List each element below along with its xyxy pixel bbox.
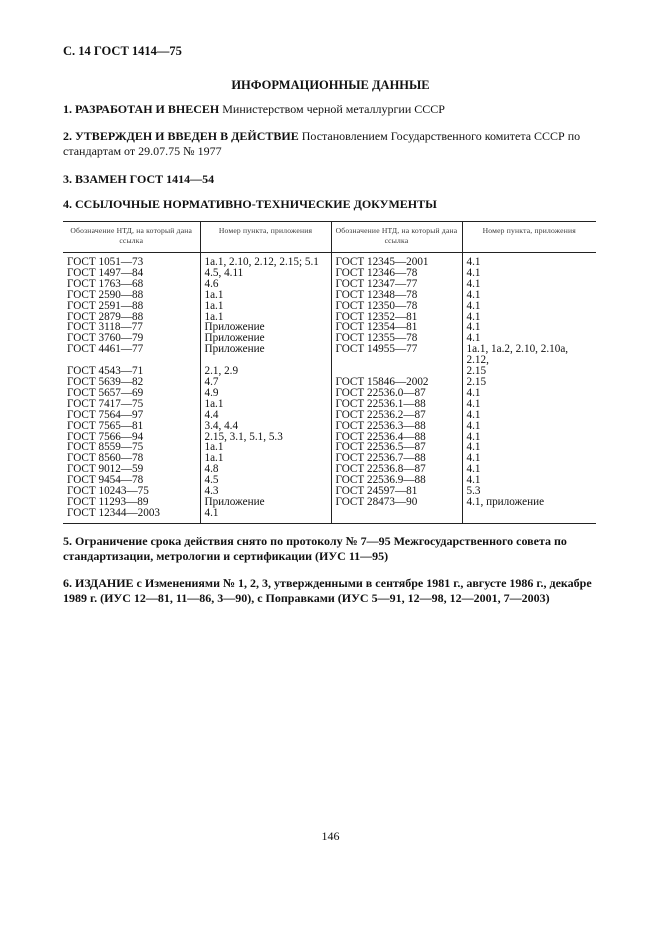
clause-number-cell: 1а.1, 1а.2, 2.10, 2.10а, 2.12, xyxy=(462,344,596,366)
item-5 xyxy=(63,534,608,564)
ntd-designation-cell: ГОСТ 3760—79 xyxy=(67,332,144,345)
ntd-designation-cell: ГОСТ 5657—69 xyxy=(67,386,144,399)
table-row xyxy=(63,508,596,523)
item-number: 4. xyxy=(63,197,72,211)
table-body xyxy=(63,253,596,524)
clause-number-cell: Приложение xyxy=(200,497,331,508)
item-1 xyxy=(63,102,608,117)
clause-number-cell: 1а.1 xyxy=(200,399,331,410)
clause-number-cell: 4.1 xyxy=(462,268,596,279)
ntd-designation-cell: ГОСТ 2590—88 xyxy=(67,288,144,301)
clause-number-cell: Приложение xyxy=(200,344,331,366)
ntd-designation-cell: ГОСТ 3118—77 xyxy=(67,321,143,334)
clause-number-cell: 4.4 xyxy=(200,410,331,421)
table-row xyxy=(63,410,596,421)
clause-number-cell: 2.15 xyxy=(462,366,596,377)
item-text: Ограничение срока действия снято по протоколу № 7—95 Межгосударственного совета по стандартизации, метрологии и сертификации (ИУС 11—95) xyxy=(63,534,567,563)
clause-number-cell: Приложение xyxy=(200,333,331,344)
ntd-designation-cell: ГОСТ 22536.9—88 xyxy=(331,475,462,486)
item-number: 3. xyxy=(63,172,72,186)
clause-number-cell: 4.1 xyxy=(462,442,596,453)
ntd-designation-cell: ГОСТ 2591—88 xyxy=(67,299,144,312)
ntd-designation-cell: ГОСТ 1051—73 xyxy=(67,256,144,268)
item-text: Министерством черной металлургии СССР xyxy=(219,102,445,116)
clause-number-cell: 4.5 xyxy=(200,475,331,486)
ntd-designation-cell: ГОСТ 2879—88 xyxy=(67,310,144,323)
ntd-designation-cell: ГОСТ 22536.7—88 xyxy=(331,453,462,464)
table-header-row xyxy=(63,222,596,253)
page-number: 146 xyxy=(321,829,340,843)
clause-number-cell: 4.5, 4.11 xyxy=(200,268,331,279)
ntd-designation-cell: ГОСТ 22536.8—87 xyxy=(331,464,462,475)
clause-number-cell: 4.6 xyxy=(200,279,331,290)
clause-number-cell: 4.1 xyxy=(462,253,596,268)
ntd-designation-cell: ГОСТ 15846—2002 xyxy=(331,377,462,388)
table-row xyxy=(63,290,596,301)
ntd-designation-cell: ГОСТ 22536.2—87 xyxy=(331,410,462,421)
item-3 xyxy=(63,172,608,187)
ntd-designation-cell: ГОСТ 9012—59 xyxy=(67,463,144,476)
ntd-designation-cell: ГОСТ 22536.5—87 xyxy=(331,442,462,453)
clause-number-cell: 1а.1 xyxy=(200,453,331,464)
clause-number-cell: 4.1 xyxy=(462,432,596,443)
clause-number-cell: 4.8 xyxy=(200,464,331,475)
clause-number-cell: 5.3 xyxy=(462,486,596,497)
table-row xyxy=(63,301,596,312)
item-number: 5. xyxy=(63,534,72,548)
clause-number-cell: 1а.1 xyxy=(200,301,331,312)
clause-number-cell: 4.1 xyxy=(462,279,596,290)
column-header: Обозначение НТД, на который дана ссылка xyxy=(63,222,200,253)
ntd-designation-cell: ГОСТ 8559—75 xyxy=(67,441,144,454)
ntd-designation-cell: ГОСТ 10243—75 xyxy=(67,485,149,498)
ntd-designation-cell: ГОСТ 22536.4—88 xyxy=(331,432,462,443)
ntd-designation-cell: ГОСТ 7564—97 xyxy=(67,408,144,421)
clause-number-cell: 4.1 xyxy=(462,388,596,399)
clause-number-cell: 4.1 xyxy=(462,399,596,410)
clause-number-cell: 1а.1 xyxy=(200,442,331,453)
item-text: ИЗДАНИЕ с Изменениями № 1, 2, 3, утвержденными в сентябре 1981 г., августе 1986 г., декабре 1989 г. (ИУС 12—81, 11—86, 3—90), с Поправками (ИУС 5—91, 12—98, 12—2001, 7—2003) xyxy=(63,576,592,605)
clause-number-cell: 4.1 xyxy=(462,475,596,486)
section-title: ИНФОРМАЦИОННЫЕ ДАННЫЕ xyxy=(231,78,430,92)
item-4 xyxy=(63,197,608,212)
reference-table xyxy=(63,221,596,524)
clause-number-cell: 4.1 xyxy=(462,421,596,432)
clause-number-cell: 4.1 xyxy=(462,290,596,301)
item-text: Постановлением Государственного комитета СССР по стандартам от 29.07.75 № 1977 xyxy=(63,129,581,158)
ntd-designation-cell: ГОСТ 8560—78 xyxy=(67,452,144,465)
item-6 xyxy=(63,576,608,606)
table-row xyxy=(63,253,596,268)
ntd-designation-cell: ГОСТ 7565—81 xyxy=(67,419,144,432)
item-heading: УТВЕРЖДЕН И ВВЕДЕН В ДЕЙСТВИЕ xyxy=(75,129,299,143)
ntd-designation-cell: ГОСТ 22536.0—87 xyxy=(331,388,462,399)
ntd-designation-cell: ГОСТ 5639—82 xyxy=(67,375,144,388)
clause-number-cell xyxy=(462,508,596,523)
ntd-designation-cell: ГОСТ 4461—77 xyxy=(67,343,144,356)
table-row xyxy=(63,344,596,366)
ntd-designation-cell: ГОСТ 12350—78 xyxy=(331,301,462,312)
clause-number-cell: 4.1 xyxy=(462,410,596,421)
ntd-designation-cell: ГОСТ 1497—84 xyxy=(67,266,144,279)
clause-number-cell: 4.1 xyxy=(200,508,331,523)
clause-number-cell: 4.9 xyxy=(200,388,331,399)
item-2 xyxy=(63,129,608,159)
clause-number-cell: 2.1, 2.9 xyxy=(200,366,331,377)
item-heading: ВЗАМЕН ГОСТ 1414—54 xyxy=(75,172,215,186)
ntd-designation-cell: ГОСТ 4543—71 xyxy=(67,365,144,378)
clause-number-cell: 4.1 xyxy=(462,464,596,475)
clause-number-cell: 2.15, 3.1, 5.1, 5.3 xyxy=(200,432,331,443)
clause-number-cell: 2.15 xyxy=(462,377,596,388)
clause-number-cell: Приложение xyxy=(200,322,331,333)
ntd-designation-cell: ГОСТ 22536.3—88 xyxy=(331,421,462,432)
table-row xyxy=(63,421,596,432)
clause-number-cell: 4.1 xyxy=(462,333,596,344)
clause-number-cell: 4.3 xyxy=(200,486,331,497)
column-header: Номер пункта, приложения xyxy=(200,222,331,253)
ntd-designation-cell xyxy=(331,508,462,523)
ntd-designation-cell: ГОСТ 7566—94 xyxy=(67,430,144,443)
item-heading: ССЫЛОЧНЫЕ НОРМАТИВНО-ТЕХНИЧЕСКИЕ ДОКУМЕНТЫ xyxy=(75,197,437,211)
clause-number-cell: 1а.1 xyxy=(200,290,331,301)
clause-number-cell: 4.1, приложение xyxy=(462,497,596,508)
clause-number-cell: 3.4, 4.4 xyxy=(200,421,331,432)
column-header: Обозначение НТД, на который дана ссылка xyxy=(331,222,462,253)
column-header: Номер пункта, приложения xyxy=(462,222,596,253)
page-header: С. 14 ГОСТ 1414—75 xyxy=(63,44,182,58)
ntd-designation-cell: ГОСТ 12355—78 xyxy=(331,333,462,344)
clause-number-cell: 4.1 xyxy=(462,301,596,312)
item-number: 2. xyxy=(63,129,72,143)
clause-number-cell: 4.1 xyxy=(462,322,596,333)
clause-number-cell: 4.7 xyxy=(200,377,331,388)
ntd-designation-cell: ГОСТ 1763—68 xyxy=(67,277,144,290)
ntd-designation-cell: ГОСТ 28473—90 xyxy=(331,497,462,508)
item-number: 1. xyxy=(63,102,72,116)
ntd-designation-cell: ГОСТ 24597—81 xyxy=(331,486,462,497)
ntd-designation-cell: ГОСТ 11293—89 xyxy=(67,495,149,508)
ntd-designation-cell: ГОСТ 12346—78 xyxy=(331,268,462,279)
ntd-designation-cell: ГОСТ 7417—75 xyxy=(67,397,144,410)
clause-number-cell: 4.1 xyxy=(462,453,596,464)
clause-number-cell: 4.1 xyxy=(462,312,596,323)
ntd-designation-cell: ГОСТ 9454—78 xyxy=(67,474,144,487)
ntd-designation-cell: ГОСТ 12352—81 xyxy=(331,312,462,323)
clause-number-cell: 1а.1 xyxy=(200,312,331,323)
ntd-designation-cell: ГОСТ 12345—2001 xyxy=(331,253,462,268)
ntd-designation-cell: ГОСТ 12348—78 xyxy=(331,290,462,301)
ntd-designation-cell: ГОСТ 12344—2003 xyxy=(63,508,200,523)
ntd-designation-cell: ГОСТ 12347—77 xyxy=(331,279,462,290)
ntd-designation-cell: ГОСТ 12354—81 xyxy=(331,322,462,333)
ntd-designation-cell: ГОСТ 14955—77 xyxy=(331,344,462,366)
clause-number-cell: 1а.1, 2.10, 2.12, 2.15; 5.1 xyxy=(200,253,331,268)
item-number: 6. xyxy=(63,576,72,590)
ntd-designation-cell: ГОСТ 22536.1—88 xyxy=(331,399,462,410)
item-heading: РАЗРАБОТАН И ВНЕСЕН xyxy=(75,102,220,116)
